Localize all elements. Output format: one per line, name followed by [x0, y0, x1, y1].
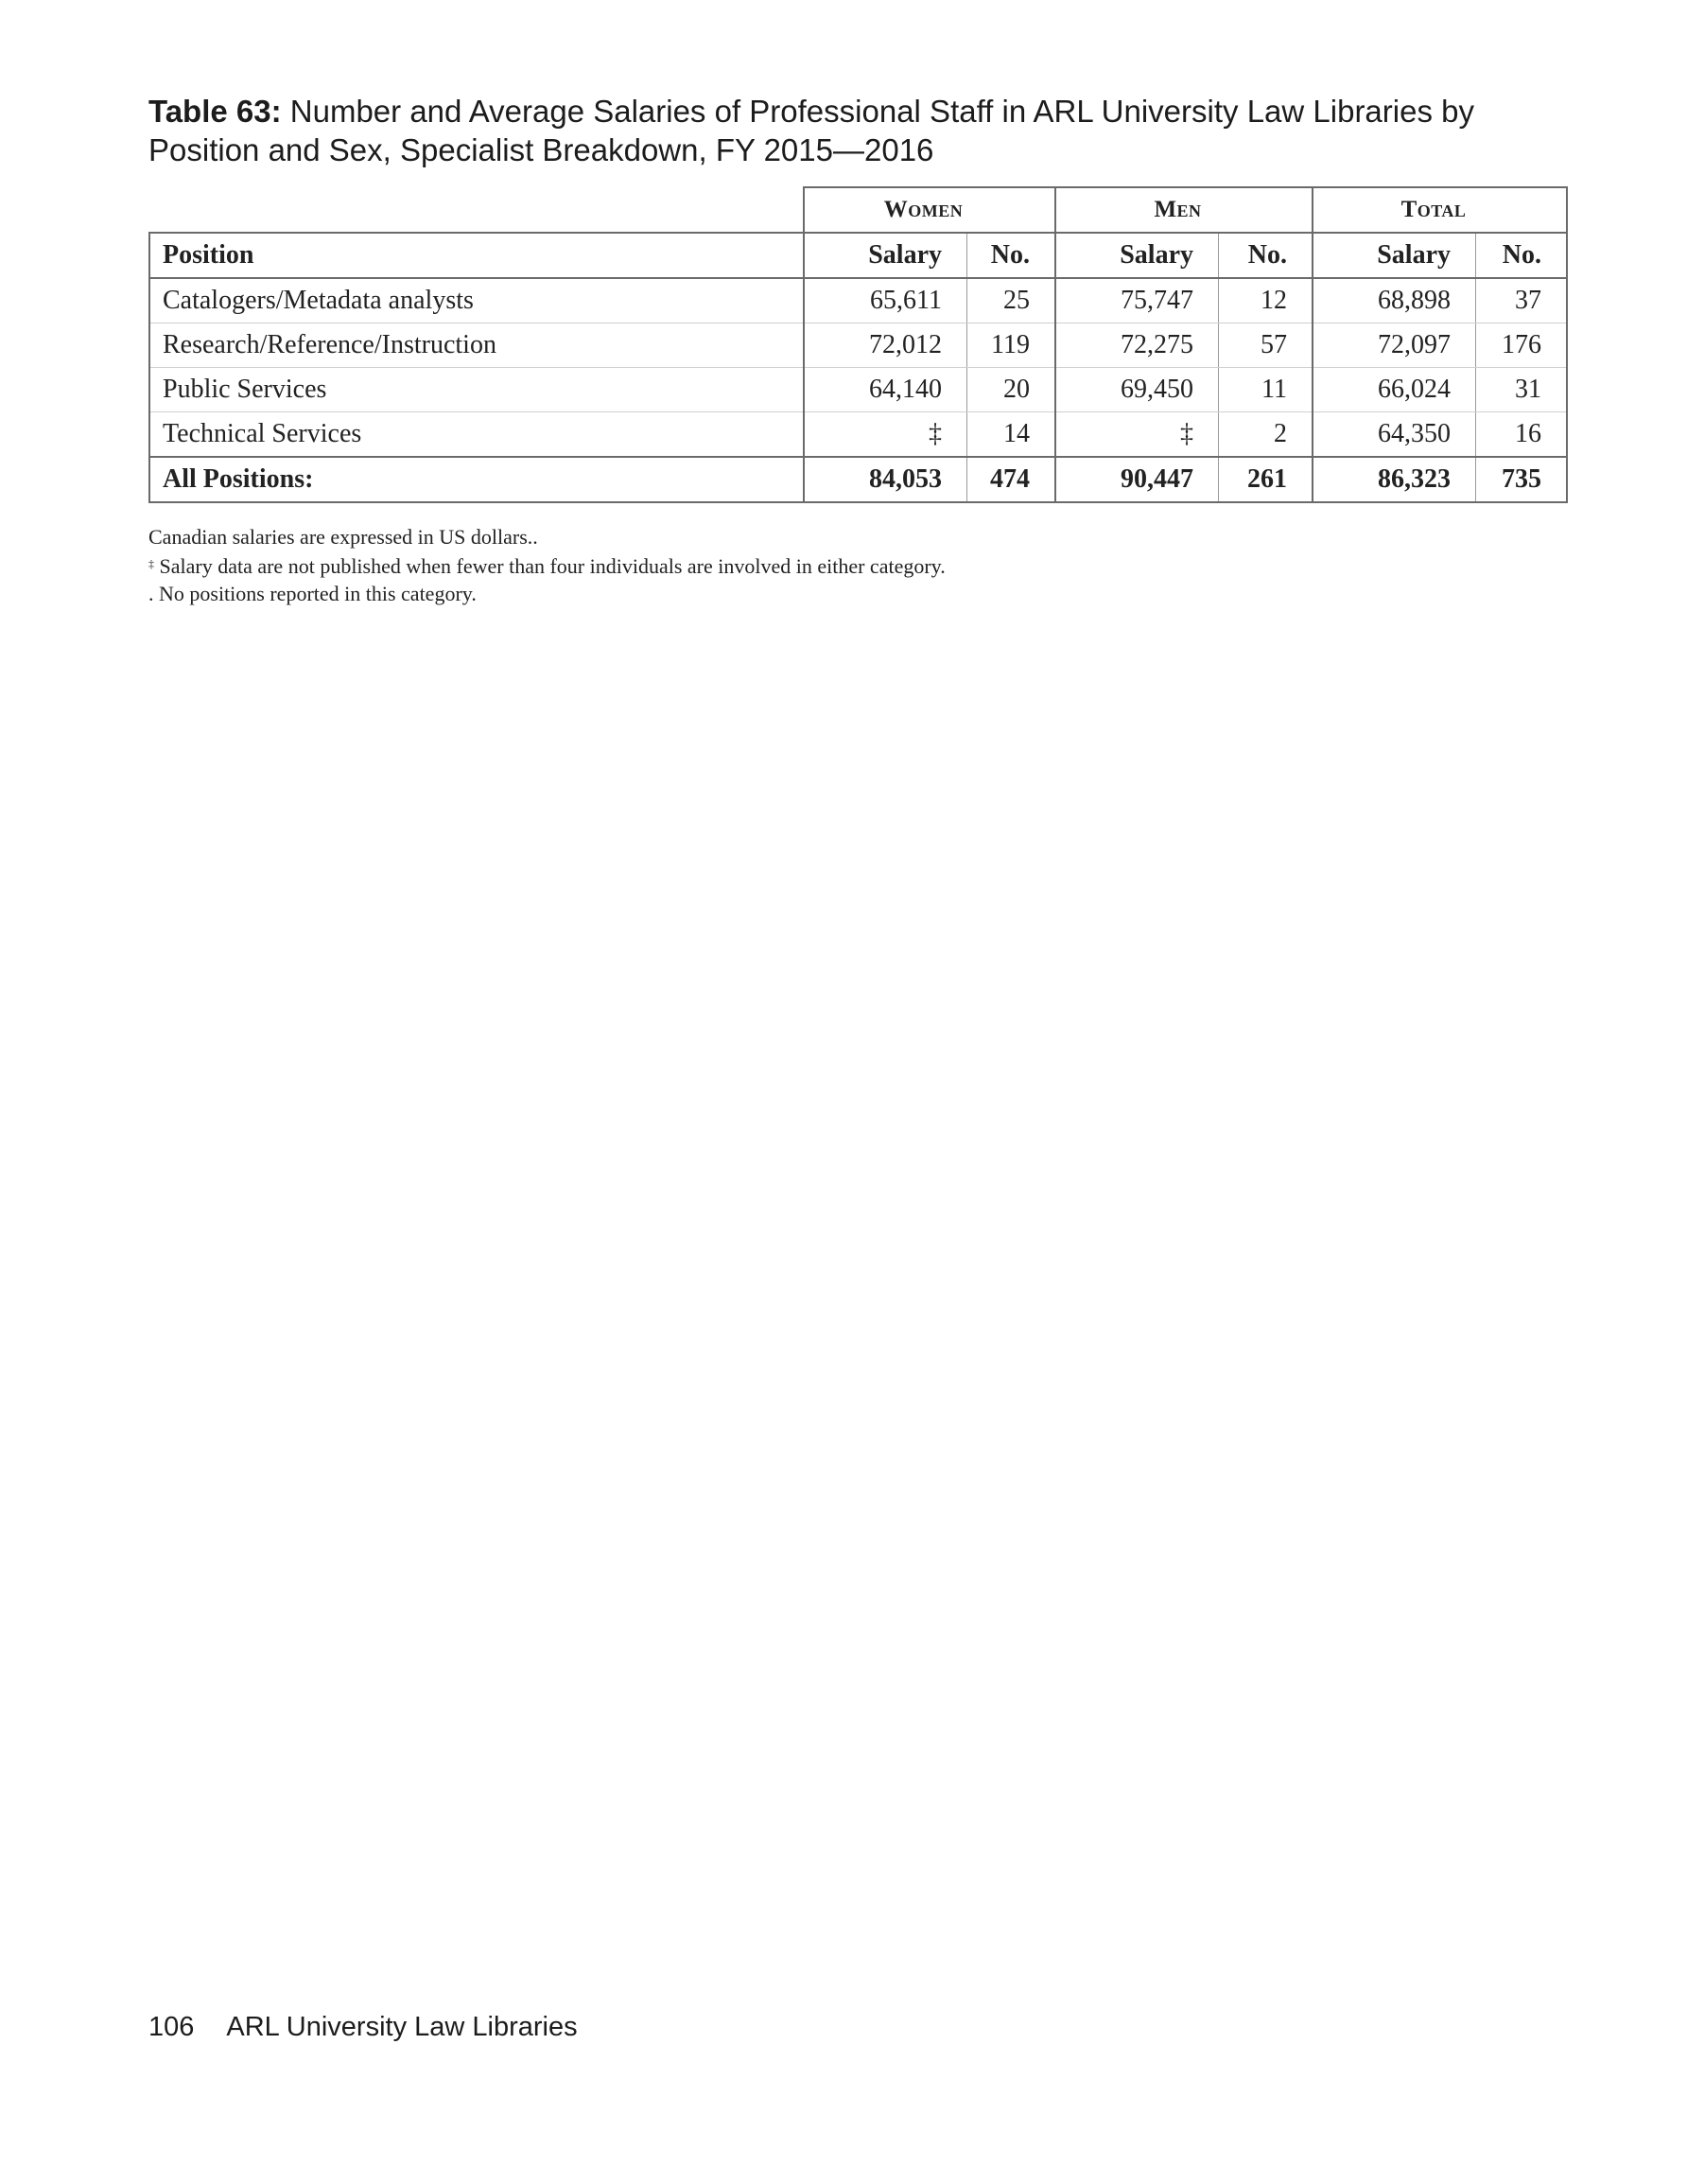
cell-men-salary: ‡ — [1055, 412, 1219, 458]
cell-total-no: 37 — [1476, 278, 1568, 323]
total-men-salary: 90,447 — [1055, 457, 1219, 502]
group-header-total: Total — [1313, 187, 1567, 233]
double-dagger-mark: ‡ — [148, 557, 154, 570]
table-row — [149, 278, 1567, 323]
note-no-positions: . No positions reported in this category. — [148, 582, 477, 605]
cell-women-no: 20 — [967, 368, 1056, 412]
group-header-row — [149, 187, 1567, 233]
cell-men-salary: 75,747 — [1055, 278, 1219, 323]
salary-table — [148, 186, 1568, 503]
cell-women-no: 119 — [967, 323, 1056, 368]
column-header-row — [149, 233, 1567, 278]
page-footer — [148, 2012, 578, 2043]
cell-position: Research/Reference/Instruction — [149, 323, 804, 368]
table-row — [149, 412, 1567, 458]
cell-total-salary: 68,898 — [1313, 278, 1476, 323]
cell-men-salary: 72,275 — [1055, 323, 1219, 368]
group-header-women: Women — [804, 187, 1055, 233]
cell-men-no: 2 — [1219, 412, 1313, 458]
column-header-women-no: No. — [967, 233, 1056, 278]
cell-total-salary: 66,024 — [1313, 368, 1476, 412]
column-header-men-no: No. — [1219, 233, 1313, 278]
cell-total-salary: 72,097 — [1313, 323, 1476, 368]
table-number: Table 63: — [148, 94, 282, 129]
total-total-salary: 86,323 — [1313, 457, 1476, 502]
table-row — [149, 368, 1567, 412]
column-header-total-no: No. — [1476, 233, 1568, 278]
table-caption: Number and Average Salaries of Professional Staff in ARL University Law Libraries by Position and Sex, Specialist Breakdown, FY 2015—2016 — [148, 94, 1474, 167]
column-header-position: Position — [149, 233, 804, 278]
total-total-no: 735 — [1476, 457, 1568, 502]
cell-total-no: 176 — [1476, 323, 1568, 368]
cell-women-salary: 72,012 — [804, 323, 967, 368]
blank-header-cell — [149, 187, 804, 233]
note-canadian-salaries: Canadian salaries are expressed in US dollars.. — [148, 525, 538, 549]
page-number: 106 — [148, 2012, 195, 2042]
total-position-label: All Positions: — [149, 457, 804, 502]
note-suppressed-text: Salary data are not published when fewer than four individuals are involved in either category. — [154, 554, 946, 578]
column-header-total-salary: Salary — [1313, 233, 1476, 278]
table-row — [149, 323, 1567, 368]
cell-position: Catalogers/Metadata analysts — [149, 278, 804, 323]
cell-total-salary: 64,350 — [1313, 412, 1476, 458]
cell-women-salary: 64,140 — [804, 368, 967, 412]
cell-women-no: 25 — [967, 278, 1056, 323]
cell-women-no: 14 — [967, 412, 1056, 458]
total-women-salary: 84,053 — [804, 457, 967, 502]
column-header-men-salary: Salary — [1055, 233, 1219, 278]
column-header-women-salary: Salary — [804, 233, 967, 278]
cell-total-no: 31 — [1476, 368, 1568, 412]
table-title — [148, 92, 1510, 169]
group-header-men: Men — [1055, 187, 1313, 233]
cell-men-no: 57 — [1219, 323, 1313, 368]
total-row — [149, 457, 1567, 502]
cell-men-no: 11 — [1219, 368, 1313, 412]
running-title: ARL University Law Libraries — [226, 2012, 578, 2042]
cell-women-salary: 65,611 — [804, 278, 967, 323]
total-women-no: 474 — [967, 457, 1056, 502]
cell-position: Public Services — [149, 368, 804, 412]
cell-men-no: 12 — [1219, 278, 1313, 323]
cell-men-salary: 69,450 — [1055, 368, 1219, 412]
cell-women-salary: ‡ — [804, 412, 967, 458]
cell-total-no: 16 — [1476, 412, 1568, 458]
note-suppressed-salaries — [148, 550, 1283, 580]
table-notes — [148, 523, 1283, 607]
cell-position: Technical Services — [149, 412, 804, 458]
total-men-no: 261 — [1219, 457, 1313, 502]
